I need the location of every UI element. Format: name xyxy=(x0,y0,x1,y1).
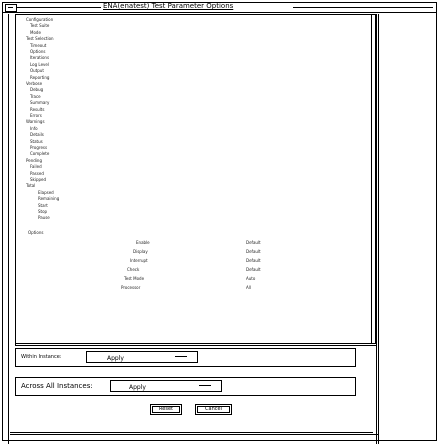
across-instances-label: Across All Instances: xyxy=(21,382,93,390)
content-line: Failed xyxy=(30,164,42,170)
system-menu-icon[interactable] xyxy=(5,4,17,12)
content-line: Info xyxy=(30,125,38,131)
content-line: Complete xyxy=(30,151,50,157)
content-line: Options xyxy=(30,49,46,54)
content-line: Timeout xyxy=(30,42,47,48)
option-value[interactable]: Auto xyxy=(246,276,256,281)
option-value[interactable]: Default xyxy=(246,249,261,254)
right-frame-edge xyxy=(376,14,377,444)
content-line: Passed xyxy=(30,170,44,176)
content-line: Summary xyxy=(30,100,50,106)
vertical-scrollbar[interactable] xyxy=(370,14,376,344)
reset-button-label: Reset xyxy=(159,406,173,412)
content-line: Elapsed xyxy=(38,189,54,195)
within-instance-row xyxy=(15,348,356,367)
content-line: Debug xyxy=(30,87,44,93)
cancel-button[interactable] xyxy=(195,404,232,415)
content-line: Stop xyxy=(38,209,48,214)
option-label: Check xyxy=(127,267,140,272)
content-line: Output xyxy=(30,68,44,74)
option-label: Enable xyxy=(136,240,150,245)
dropdown-arrow-icon[interactable] xyxy=(175,356,187,357)
across-instances-apply[interactable]: Apply xyxy=(129,384,146,391)
dropdown-arrow-icon[interactable] xyxy=(199,385,211,386)
option-value[interactable]: Default xyxy=(246,267,261,272)
window-title: ENA(enatest) Test Parameter Options xyxy=(103,2,234,10)
cancel-button-border xyxy=(197,406,230,413)
content-line: Skipped xyxy=(30,177,47,182)
option-value[interactable]: Default xyxy=(246,240,261,245)
content-line: Progress xyxy=(30,145,48,150)
content-line: Test Selection xyxy=(26,36,54,42)
within-instance-dropdown[interactable] xyxy=(86,351,198,363)
title-bar-rule xyxy=(293,7,433,8)
across-instances-row xyxy=(15,377,356,396)
content-line: Results xyxy=(30,106,45,112)
option-label: Display xyxy=(133,249,148,254)
reset-button[interactable] xyxy=(150,404,182,415)
bottom-frame-edge xyxy=(10,432,373,433)
options-header: Options xyxy=(28,230,44,235)
option-value[interactable]: All xyxy=(246,285,251,290)
option-label: Processor xyxy=(121,285,141,290)
horizontal-scrollbar[interactable] xyxy=(15,342,377,346)
content-line: Details xyxy=(30,132,44,138)
left-frame-edge xyxy=(8,14,9,444)
option-label: Interrupt xyxy=(130,258,148,263)
content-line: Pause xyxy=(38,215,50,221)
content-line: Verbose xyxy=(26,81,43,86)
content-pane[interactable] xyxy=(15,14,372,344)
title-bar-rule xyxy=(17,7,101,8)
within-instance-apply[interactable]: Apply xyxy=(107,355,124,362)
content-line: Log Level xyxy=(30,61,49,67)
content-line: Reporting xyxy=(30,74,50,80)
content-line: Configuration xyxy=(26,17,54,22)
right-frame-edge xyxy=(378,14,379,444)
cancel-button-label: Cancel xyxy=(205,406,222,412)
content-line: Start xyxy=(38,202,48,208)
content-line: Errors xyxy=(30,113,42,118)
content-line: Warnings xyxy=(26,119,45,125)
option-label: Test Mode xyxy=(124,276,145,281)
content-line: Total xyxy=(26,183,36,189)
content-line: Remaining xyxy=(38,196,60,202)
content-line: Status xyxy=(30,138,43,144)
bottom-frame-edge xyxy=(10,434,378,435)
across-instances-dropdown[interactable] xyxy=(110,380,222,392)
content-line: Test Suite xyxy=(30,23,50,29)
within-instance-label: Within Instance: xyxy=(21,354,62,360)
option-value[interactable]: Default xyxy=(246,258,261,263)
content-line: Pending xyxy=(26,157,42,163)
title-bar[interactable] xyxy=(3,3,436,13)
content-line: Mode xyxy=(30,29,41,35)
reset-button-border xyxy=(152,406,180,413)
content-line: Trace xyxy=(30,93,41,99)
content-line: Iterations xyxy=(30,55,50,61)
